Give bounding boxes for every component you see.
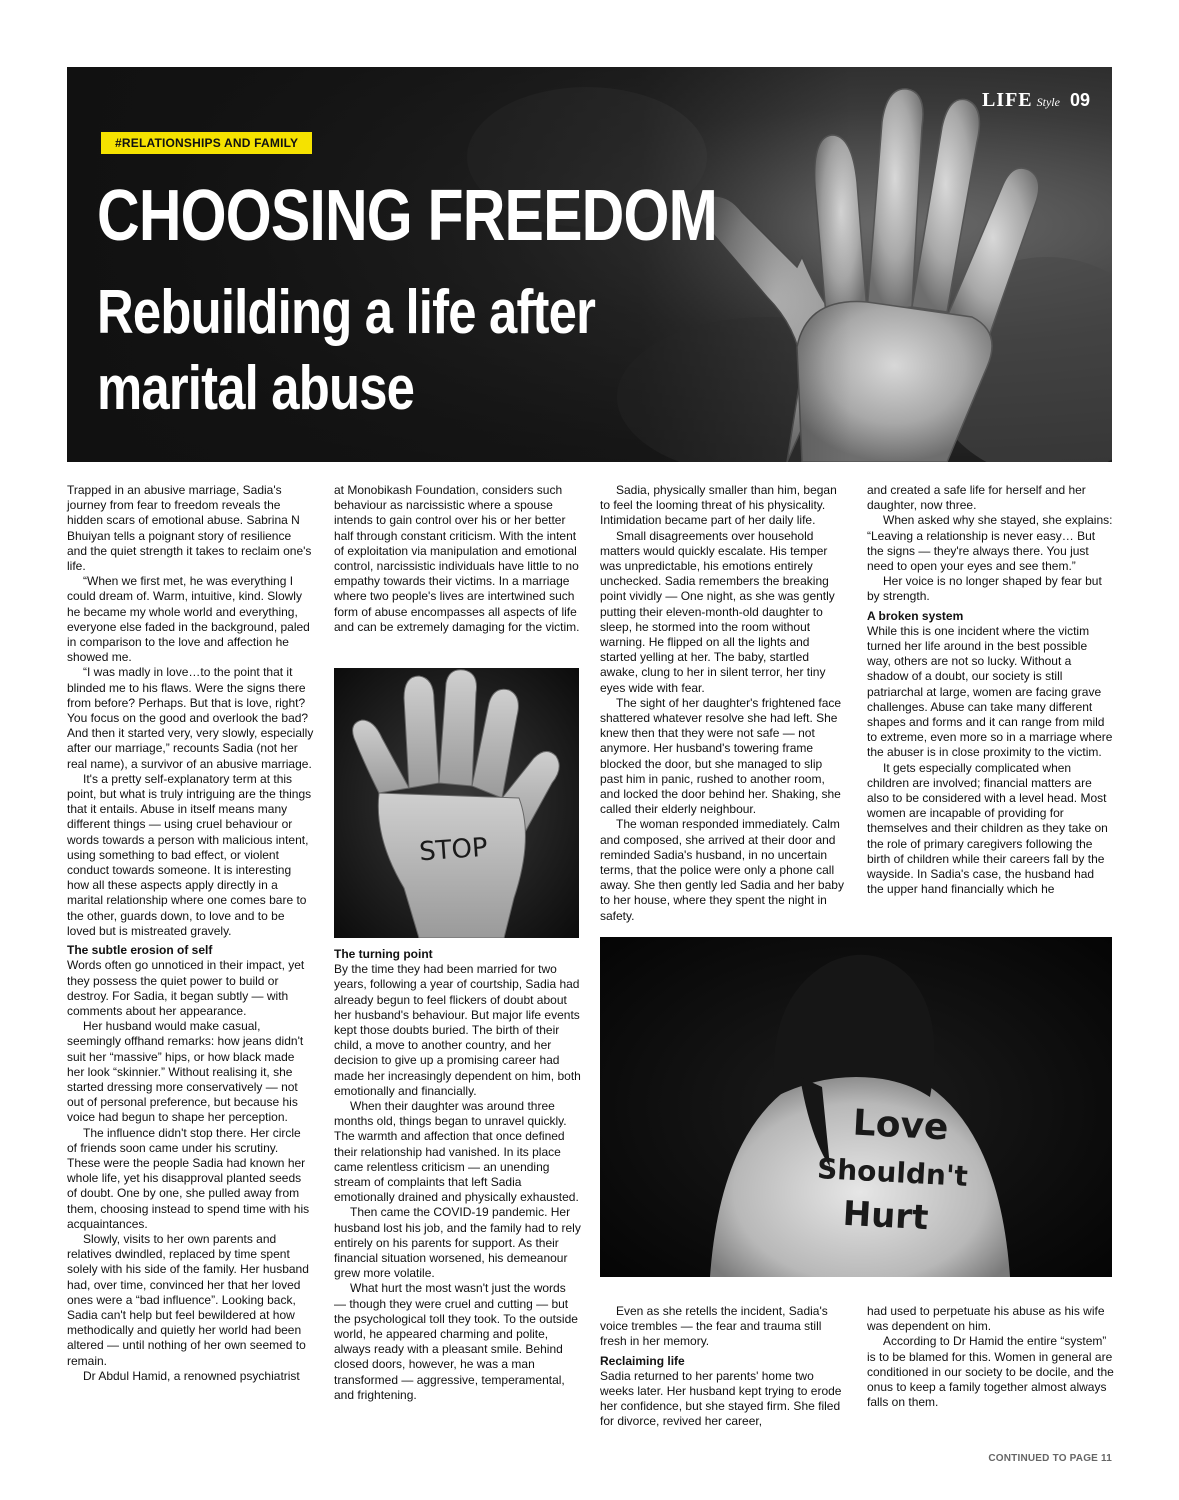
subheadline: Rebuilding a life after marital abuse — [97, 278, 596, 423]
paragraph: Sadia, physically smaller than him, began to feel the looming threat of his physicality. Intimidation became part of her daily life. — [600, 483, 837, 528]
back-text-hurt: Hurt — [841, 1193, 930, 1239]
paragraph: Words often go unnoticed in their impact, yet they possess the quiet power to build or destroy. For Sadia, it began subtly — with comments about her appearance. — [67, 958, 305, 1018]
intro-paragraph: Trapped in an abusive marriage, Sadia's journey from fear to freedom reveals the hidden scars of emotional abuse. Sabrina N Bhuiyan tells a poignant story of resilience and the quiet strength it takes to reclaim one's life. — [67, 483, 312, 574]
section-heading: A broken system — [867, 608, 964, 623]
paragraph: The sight of her daughter's frightened face shattered whatever resolve she had left. She knew then that they were not safe — not anymore. Her husband's towering frame blocked the door, but she managed to slip past him in panic, rushed to another room, and locked the door behind her. Shaking, she called their elderly neighbour. — [600, 695, 842, 817]
continued-note: CONTINUED TO PAGE 11 — [988, 1453, 1112, 1464]
paragraph: While this is one incident where the victim turned her life around in the best possible way, others are not so lucky. Without a shadow of a doubt, our society is still patriarchal at large, women are facing grave challenges. Abuse can take many different shapes and forms and it can range from mild to extreme, even more so in a marriage where the abuser is in close proximity to the victim. — [867, 623, 1113, 760]
section-heading: The turning point — [334, 947, 433, 961]
paragraph: and created a safe life for herself and her daughter, now three. — [867, 483, 1086, 513]
hero-banner — [67, 67, 1112, 462]
paragraph: “When we first met, he was everything I could dream of. Warm, intuitive, kind. Slowly he became my whole world and everything, everyone else faded in the background, paled in comparison to the love and affection he showed me. — [67, 574, 310, 665]
brand-logo — [982, 89, 1090, 112]
stop-hand-photo — [334, 668, 579, 938]
paragraph: Her voice is no longer shaped by fear but by strength. — [867, 574, 1102, 604]
stop-hand-text: STOP — [418, 832, 489, 868]
column-3 — [600, 483, 847, 924]
section-heading: The subtle erosion of self — [67, 943, 213, 958]
back-text-love: Love — [851, 1102, 950, 1149]
paragraph: According to Dr Hamid the entire “system” is to be blamed for this. Women in general are conditioned in our society to be docile, and the onus to keep a family together almost always falls on them. — [867, 1334, 1114, 1410]
column-4-continued — [867, 1304, 1114, 1410]
paragraph: Even as she retells the incident, Sadia's voice trembles — the fear and trauma still fresh in her memory. — [600, 1304, 828, 1349]
paragraph: at Monobikash Foundation, considers such behaviour as narcissistic where a spouse intends to gain control over his or her better half through constant criticism. With the intent of exploitation via manipulation and emotional control, narcissistic individuals have little to no empathy towards their victims. In a marriage where two people's lives are intertwined such form of abuse encompasses all aspects of life and can be extremely damaging for the victim. — [334, 483, 580, 634]
brand-name: LIFE — [981, 89, 1033, 111]
paragraph: Small disagreements over household matters would quickly escalate. His temper was unpredictable, his emotions entirely unchecked. Sadia remembers the breaking point vividly — One night, as she was gently putting their eleven-month-old daughter to sleep, he stormed into the room without warning. He flipped on all the lights and started yelling at her. The baby, startled awake, clung to her in silent terror, her tiny eyes wide with fear. — [600, 528, 835, 695]
paragraph: Dr Abdul Hamid, a renowned psychiatrist — [83, 1368, 300, 1383]
paragraph: had used to perpetuate his abuse as his wife was dependent on him. — [867, 1304, 1105, 1334]
paragraph: What hurt the most wasn't just the words — though they were cruel and cutting — but the psychological toll they took. To the outside world, he appeared charming and polite, always ready with a pleasant smile. Behind closed doors, however, he was a man transformed — aggressive, temperamental, and frightening. — [334, 1281, 578, 1402]
love-shouldnt-hurt-photo — [600, 937, 1112, 1277]
paragraph: The woman responded immediately. Calm and composed, she arrived at their door and reminded Sadia's husband, in no uncertain terms, that the police were only a phone call away. She then gently led Sadia and her baby to her house, where they spent the night in safety. — [600, 817, 844, 923]
paragraph: The influence didn't stop there. Her circle of friends soon came under his scrutiny. These were the people Sadia had known her whole life, yet his disapproval planted seeds of doubt. One by one, she pulled away from them, choosing instead to spend time with his acquaintances. — [67, 1125, 310, 1231]
section-heading: Reclaiming life — [600, 1353, 685, 1368]
column-2 — [334, 483, 581, 635]
paragraph: It gets especially complicated when children are involved; financial matters are also to be considered with a level head. Most women are incapable of providing for themselves and their children as they take on the role of primary caregivers following the birth of children while their careers fall by the wayside. In Sadia's case, the husband had the upper hand financially which he — [867, 760, 1108, 897]
paragraph: “I was madly in love…to the point that it blinded me to his flaws. Were the signs there from before? Perhaps. But that is love, right? You focus on the good and overlook the bad? And then it started very, very slowly, especially after our marriage,” recounts Sadia (not her real name), a survivor of an abusive marriage. — [67, 665, 314, 771]
paragraph: Sadia returned to her parents' home two weeks later. Her husband kept trying to erode her confidence, but she stayed firm. She filed for divorce, revived her career, — [600, 1368, 842, 1429]
column-3-continued — [600, 1304, 847, 1430]
paragraph: Her husband would make casual, seemingly offhand remarks: how jeans didn't suit her “massive” hips, or how black made her look “skinnier.” Without realising it, she started dressing more conservatively — not out of personal preference, but because his voice had begun to shape her perception. — [67, 1019, 304, 1125]
paragraph: When their daughter was around three months old, things began to unravel quickly. The warmth and affection that once defined their relationship had vanished. In its place came relentless criticism — an unending stream of complaints that left Sadia emotionally drained and physically exhausted. — [334, 1099, 579, 1205]
page-number: 09 — [1069, 90, 1090, 110]
column-4 — [867, 483, 1114, 897]
headline: CHOOSING FREEDOM — [97, 176, 717, 256]
paragraph: Then came the COVID-19 pandemic. Her husband lost his job, and the family had to rely entirely on his parents for support. As their financial situation worsened, his demeanour grew more volatile. — [334, 1205, 581, 1281]
back-text-shouldnt: Shouldn't — [816, 1152, 969, 1193]
paragraph: When asked why she stayed, she explains: “Leaving a relationship is never easy… But the signs — they're always there. You just need to open your eyes and see them.” — [867, 513, 1113, 574]
column-1 — [67, 483, 314, 1384]
section-tag: #RELATIONSHIPS AND FAMILY — [101, 132, 312, 154]
paragraph: By the time they had been married for two years, following a year of courtship, Sadia had already begun to feel flickers of doubt about her husband's behaviour. But major life events kept those doubts buried. The birth of their child, a move to another country, and her decision to give up a promising career had made her increasingly dependent on him, both emotionally and financially. — [334, 962, 581, 1098]
column-2-continued — [334, 947, 581, 1403]
brand-style: Style — [1036, 95, 1060, 109]
paragraph: It's a pretty self-explanatory term at this point, but what is truly intriguing are the things that it entails. Abuse in itself means many different things — using cruel behaviour or words towards a person with malicious intent, using something to bad effect, or violent conduct towards someone. It is interesting how all these aspects apply directly in a marital relationship where one comes bare to the other, guards down, to love and to be loved but is mistreated gravely. — [67, 771, 312, 938]
paragraph: Slowly, visits to her own parents and relatives dwindled, replaced by time spent solely with his side of the family. Her husband had, over time, convinced her that her loved ones were a “bad influence”. Looking back, Sadia can't help but feel bewildered at how methodically and quietly her world had been altered — until nothing of her own seemed to remain. — [67, 1231, 309, 1368]
